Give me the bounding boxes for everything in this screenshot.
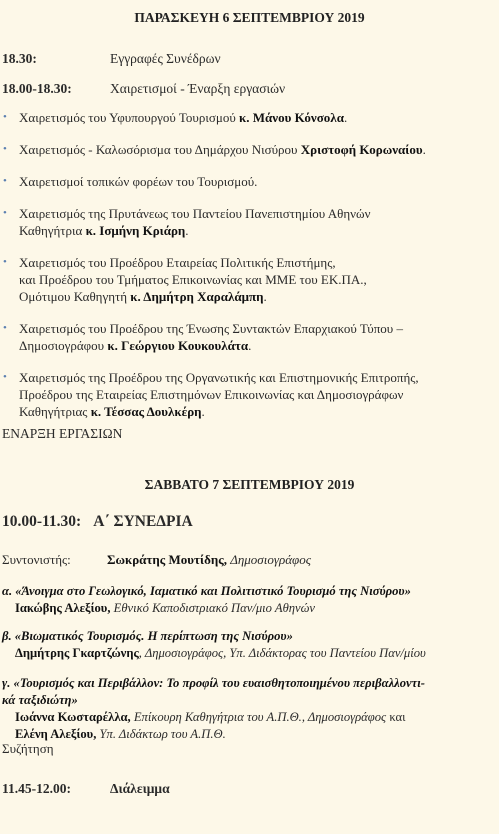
text-segment: Χαιρετισμός της Προέδρου της Οργανωτικής και Επιστημονικής Επιτροπής, <box>19 370 419 385</box>
text-segment: , Δημοσιογράφος, Υπ. Διδάκτορας του Παντείου Παν/μίου <box>138 646 426 660</box>
text-segment: . <box>248 338 252 353</box>
greeting-line <box>19 403 496 420</box>
name-text: Χριστοφή Κορωναίου <box>300 142 423 157</box>
greeting-line <box>19 205 496 222</box>
greeting-item <box>0 254 496 305</box>
greetings-list <box>0 109 496 435</box>
bullet-icon: • <box>3 256 7 268</box>
greeting-line <box>19 222 496 239</box>
row-time: 11.45-12.00: <box>2 781 71 796</box>
talk-speaker <box>2 600 498 617</box>
text-segment: και <box>386 710 406 724</box>
greeting-line <box>19 288 496 305</box>
schedule-row-greetings <box>2 81 285 97</box>
moderator <box>2 552 311 568</box>
text-segment: Χαιρετισμοί τοπικών φορέων του Τουρισμού. <box>19 174 258 189</box>
name-text: κ. Τέσσας Δουλκέρη <box>90 404 202 419</box>
text-segment: . <box>343 110 348 125</box>
greeting-line <box>19 386 496 403</box>
name-text: κ. Δημήτρη Χαραλάμπη <box>130 289 264 304</box>
talk-speaker <box>2 726 498 743</box>
opening-of-works: ΕΝΑΡΞΗ ΕΡΓΑΣΙΩΝ <box>2 426 123 441</box>
greeting-item <box>0 173 496 190</box>
talk-speaker <box>2 645 498 662</box>
schedule-row-break <box>2 781 170 797</box>
greeting-line <box>19 271 496 288</box>
greeting-item <box>0 109 496 126</box>
bullet-icon: • <box>3 143 7 155</box>
text-segment: Ομότιμου Καθηγητή <box>19 289 131 304</box>
talk-title: κά ταξιδιώτη» <box>2 693 78 707</box>
talk-item <box>2 628 498 662</box>
name-text: κ. Μάνου Κόνσολα <box>239 110 344 125</box>
text-segment: Χαιρετισμός - Καλωσόρισμα του Δημάρχου Νισύρου <box>19 142 301 157</box>
moderator-label: Συντονιστής: <box>2 552 71 567</box>
text-segment: Υπ. Διδάκτωρ του Α.Π.Θ. <box>96 727 226 741</box>
greeting-line <box>19 337 496 354</box>
row-desc: Διάλειμμα <box>110 781 170 796</box>
talk-title: γ. «Τουρισμός και Περιβάλλον: Το προφίλ του ευαισθητοποιημένου περιβαλλοντι- <box>2 676 425 690</box>
text-segment: Προέδρου της Εταιρείας Επιστημόνων Επικοινωνίας και Δημοσιογράφων <box>19 387 404 402</box>
text-segment: Χαιρετισμός του Προέδρου Εταιρείας Πολιτικής Επιστήμης, <box>19 255 336 270</box>
discussion: Συζήτηση <box>2 741 54 756</box>
greeting-line <box>19 109 496 126</box>
session-time: 10.00-11.30: <box>2 513 82 530</box>
name-text: Ιακώβης Αλεξίου, <box>15 601 111 615</box>
bullet-icon: • <box>3 322 7 334</box>
text-segment: Χαιρετισμός της Πρυτάνεως του Παντείου Πανεπιστημίου Αθηνών <box>19 206 371 221</box>
name-text: κ. Γεώργιου Κουκουλάτα <box>107 338 249 353</box>
text-segment: . <box>201 404 205 419</box>
name-text: Ελένη Αλεξίου, <box>15 727 97 741</box>
name-text: Δημήτρης Γκαρτζώνης <box>15 646 139 660</box>
row-time: 18.30: <box>2 51 37 66</box>
greeting-item <box>0 141 496 158</box>
name-text: Ιωάννα Κωσταρέλλα, <box>15 710 131 724</box>
row-desc: Εγγραφές Συνέδρων <box>110 51 221 66</box>
greeting-line <box>19 320 496 337</box>
bullet-icon: • <box>3 371 7 383</box>
moderator-role: Δημοσιογράφος <box>230 552 311 567</box>
talk-item <box>2 675 498 743</box>
text-segment: και Προέδρου του Τμήματος Επικοινωνίας και ΜΜΕ του ΕΚ.ΠΑ., <box>19 272 367 287</box>
talk-title: β. «Βιωματικός Τουρισμός. Η περίπτωση της Νισύρου» <box>2 629 293 643</box>
session-title <box>2 513 193 531</box>
name-text: κ. Ισμήνη Κριάρη <box>85 223 186 238</box>
greeting-item <box>0 320 496 354</box>
text-segment: . <box>185 223 189 238</box>
greeting-line <box>19 173 496 190</box>
moderator-name: Σωκράτης Μουτίδης, <box>107 552 227 567</box>
bullet-icon: • <box>3 175 7 187</box>
text-segment: . <box>263 289 267 304</box>
text-segment: Επίκουρη Καθηγήτρια του Α.Π.Θ., Δημοσιογράφος <box>130 710 387 724</box>
text-segment: Καθηγήτριας <box>19 404 91 419</box>
text-segment: . <box>422 142 426 157</box>
talk-speaker <box>2 709 498 726</box>
talk-title: α. «Άνοιγμα στο Γεωλογικό, Ιαματικό και Πολιτιστικό Τουρισμό της Νισύρου» <box>2 584 411 598</box>
text-segment: Εθνικό Καποδιστριακό Παν/μιο Αθηνών <box>110 601 315 615</box>
greeting-item <box>0 205 496 239</box>
greeting-item <box>0 369 496 420</box>
friday-header: ΠΑΡΑΣΚΕΥΗ 6 ΣΕΠΤΕΜΒΡΙΟΥ 2019 <box>134 10 365 25</box>
bullet-icon: • <box>3 207 7 219</box>
row-time: 18.00-18.30: <box>2 81 72 96</box>
greeting-line <box>19 369 496 386</box>
text-segment: Καθηγήτρια <box>19 223 86 238</box>
talk-item <box>2 583 498 617</box>
text-segment: Χαιρετισμός του Προέδρου της Ένωσης Συντακτών Επαρχιακού Τύπου – <box>19 321 403 336</box>
row-desc: Χαιρετισμοί - Έναρξη εργασιών <box>110 81 286 96</box>
text-segment: Δημοσιογράφου <box>19 338 108 353</box>
bullet-icon: • <box>3 111 7 123</box>
text-segment: Χαιρετισμός του Υφυπουργού Τουρισμού <box>19 110 240 125</box>
session-name: Α΄ ΣΥΝΕΔΡΙΑ <box>93 513 193 530</box>
saturday-header: ΣΑΒΒΑΤΟ 7 ΣΕΠΤΕΜΒΡΙΟΥ 2019 <box>144 477 355 492</box>
schedule-row-registration <box>2 51 221 67</box>
greeting-line <box>19 141 496 158</box>
greeting-line <box>19 254 496 271</box>
